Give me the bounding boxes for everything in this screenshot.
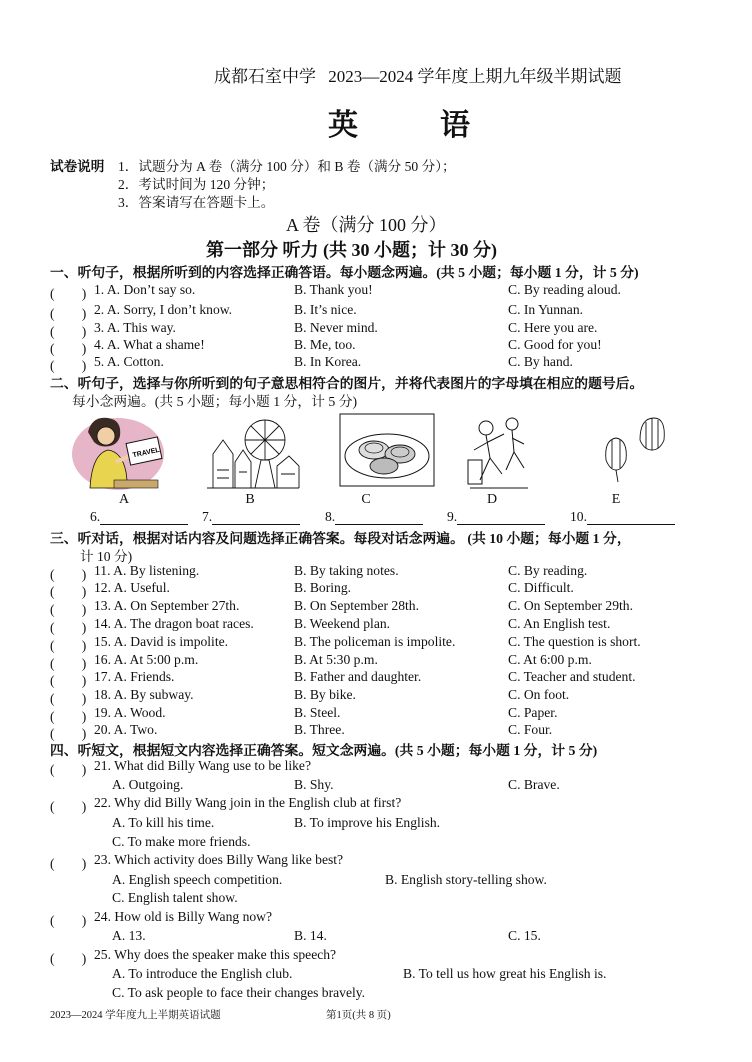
option-c: C. 15.: [508, 928, 541, 943]
section-3-heading: 三、听对话，根据对话内容及问题选择正确答案。每段对话念两遍。 (共 10 小题；每小题 1 分，: [50, 531, 631, 546]
picture-label: A: [118, 492, 130, 507]
option-c: C. Teacher and student.: [508, 669, 636, 684]
instructions-label: 试卷说明: [50, 159, 105, 174]
answer-blank[interactable]: [447, 509, 545, 525]
option-a: 12. A. Useful.: [94, 580, 170, 595]
mooncakes-plate-icon: [338, 410, 436, 492]
options-row: [0, 966, 752, 984]
option-a: 19. A. Wood.: [94, 705, 166, 720]
option-c: C. By hand.: [508, 354, 573, 369]
option-a: A. 13.: [112, 928, 146, 943]
option-a: 16. A. At 5:00 p.m.: [94, 652, 199, 667]
question-row: [0, 722, 752, 740]
blank-number: 8.: [325, 509, 336, 524]
options-row: [0, 834, 752, 852]
question-row: [0, 669, 752, 687]
question-row: [0, 282, 752, 300]
question-row: [0, 598, 752, 616]
option-b: B. Thank you!: [294, 282, 373, 297]
question-stem: 22. Why did Billy Wang join in the English club at first?: [94, 795, 402, 810]
picture-label: B: [245, 492, 255, 507]
option-b: B. Three.: [294, 722, 345, 737]
option-c: C. At 6:00 p.m.: [508, 652, 592, 667]
options-row: [0, 928, 752, 946]
option-a: 4. A. What a shame!: [94, 337, 205, 352]
option-b: B. On September 28th.: [294, 598, 419, 613]
option-b: B. By bike.: [294, 687, 356, 702]
answer-paren: ( ): [50, 306, 87, 321]
option-a: A. English speech competition.: [112, 872, 283, 887]
option-a: A. To kill his time.: [112, 815, 215, 830]
option-a: 5. A. Cotton.: [94, 354, 164, 369]
answer-paren: ( ): [50, 567, 87, 582]
answer-paren: ( ): [50, 602, 87, 617]
option-b: B. Boring.: [294, 580, 352, 595]
option-b: B. To improve his English.: [294, 815, 441, 830]
answer-paren: ( ): [50, 286, 87, 301]
exam-header: [214, 62, 622, 87]
option-c: C. Here you are.: [508, 320, 598, 335]
option-b: B. Shy.: [294, 777, 334, 792]
options-row: [0, 872, 752, 890]
blank-number: 10.: [570, 509, 587, 524]
question-row: [0, 354, 752, 372]
answer-paren: ( ): [50, 358, 87, 373]
option-b: B. English story-telling show.: [385, 872, 547, 887]
answer-paren: ( ): [50, 691, 87, 706]
picture-label: D: [486, 492, 498, 507]
picture-label: C: [361, 492, 371, 507]
exam-name: 2023—2024 学年度上期九年级半期试题: [328, 67, 622, 86]
question-stem: 21. What did Billy Wang use to be like?: [94, 758, 312, 773]
option-a: A. Outgoing.: [112, 777, 184, 792]
section-1-heading: 一、听句子，根据所听到的内容选择正确答语。每小题念两遍。(共 5 小题；每小题 1 分，计 5 分): [50, 265, 639, 280]
option-c: C. Paper.: [508, 705, 558, 720]
sky-lanterns-icon: [600, 410, 668, 492]
question-row: [0, 652, 752, 670]
answer-paren: ( ): [50, 656, 87, 671]
option-b: B. Father and daughter.: [294, 669, 422, 684]
question-stem-row: [0, 909, 752, 927]
part1-title: 第一部分 听力 (共 30 小题；计 30 分): [206, 240, 497, 260]
answer-paren: ( ): [50, 856, 87, 871]
woman-travel-sign-icon: [70, 410, 166, 492]
option-c: C. To ask people to face their changes bravely.: [112, 985, 366, 1000]
question-row: [0, 634, 752, 652]
instruction-item: 3．答案请写在答题卡上。: [118, 195, 275, 210]
question-row: [0, 320, 752, 338]
option-b: B. Weekend plan.: [294, 616, 391, 631]
answer-paren: ( ): [50, 638, 87, 653]
option-b: B. Me, too.: [294, 337, 356, 352]
question-row: [0, 687, 752, 705]
option-a: 3. A. This way.: [94, 320, 176, 335]
option-a: 17. A. Friends.: [94, 669, 175, 684]
option-c: C. Good for you!: [508, 337, 602, 352]
question-stem-row: [0, 852, 752, 870]
travel-sign-text: TRAVEL: [132, 446, 161, 460]
question-stem: 25. Why does the speaker make this speech?: [94, 947, 337, 962]
option-a: 1. A. Don’t say so.: [94, 282, 196, 297]
question-row: [0, 302, 752, 320]
option-a: 18. A. By subway.: [94, 687, 194, 702]
option-c: C. On foot.: [508, 687, 570, 702]
options-row: [0, 890, 752, 908]
answer-paren: ( ): [50, 709, 87, 724]
section-2-heading-cont: 每小念两遍。(共 5 小题；每小题 1 分，计 5 分): [72, 394, 358, 409]
option-b: B. 14.: [294, 928, 327, 943]
question-row: [0, 337, 752, 355]
question-stem-row: [0, 795, 752, 813]
answer-paren: ( ): [50, 799, 87, 814]
option-c: C. By reading aloud.: [508, 282, 621, 297]
amusement-park-icon: [205, 410, 301, 492]
fallen-person-icon: [466, 410, 532, 492]
option-c: C. The question is short.: [508, 634, 641, 649]
option-c: C. On September 29th.: [508, 598, 633, 613]
option-a: 15. A. David is impolite.: [94, 634, 229, 649]
footer-exam-name: 2023—2024 学年度九上半期英语试题: [50, 1010, 221, 1021]
option-a: A. To introduce the English club.: [112, 966, 293, 981]
options-row: [0, 777, 752, 795]
blank-number: 7.: [202, 509, 213, 524]
option-c: C. An English test.: [508, 616, 611, 631]
instruction-item: 2．考试时间为 120 分钟；: [118, 177, 275, 192]
option-c: C. To make more friends.: [112, 834, 251, 849]
answer-paren: ( ): [50, 726, 87, 741]
option-a: 14. A. The dragon boat races.: [94, 616, 254, 631]
section-a-title: A 卷（满分 100 分）: [286, 215, 447, 235]
options-row: [0, 985, 752, 1003]
question-stem-row: [0, 758, 752, 776]
question-row: [0, 705, 752, 723]
answer-paren: ( ): [50, 673, 87, 688]
answer-paren: ( ): [50, 324, 87, 339]
answer-paren: ( ): [50, 341, 87, 356]
answer-paren: ( ): [50, 913, 87, 928]
question-row: [0, 563, 752, 581]
answer-blank[interactable]: [570, 509, 675, 525]
answer-blank[interactable]: [325, 509, 423, 525]
answer-blank[interactable]: [202, 509, 300, 525]
subject-title: 英 语: [328, 109, 496, 142]
option-c: C. In Yunnan.: [508, 302, 584, 317]
option-b: B. Never mind.: [294, 320, 378, 335]
option-a: 13. A. On September 27th.: [94, 598, 240, 613]
section-4-heading: 四、听短文，根据短文内容选择正确答案。短文念两遍。(共 5 小题；每小题 1 分，计 5 分): [50, 743, 598, 758]
option-c: C. Difficult.: [508, 580, 574, 595]
question-row: [0, 580, 752, 598]
option-c: C. Four.: [508, 722, 553, 737]
option-c: C. English talent show.: [112, 890, 238, 905]
option-b: B. At 5:30 p.m.: [294, 652, 378, 667]
answer-paren: ( ): [50, 620, 87, 635]
question-row: [0, 616, 752, 634]
option-b: B. It’s nice.: [294, 302, 357, 317]
blank-number: 6.: [90, 509, 101, 524]
options-row: [0, 815, 752, 833]
page-number: 第1页(共 8 页): [326, 1010, 391, 1021]
option-b: B. In Korea.: [294, 354, 362, 369]
section-2-heading: 二、听句子，选择与你所听到的句子意思相符合的图片，并将代表图片的字母填在相应的题号后。: [50, 376, 644, 391]
option-c: C. By reading.: [508, 563, 588, 578]
instruction-item: 1．试题分为 A 卷（满分 100 分）和 B 卷（满分 50 分）；: [118, 159, 456, 174]
option-a: 11. A. By listening.: [94, 563, 200, 578]
question-stem: 23. Which activity does Billy Wang like best?: [94, 852, 344, 867]
option-b: B. To tell us how great his English is.: [403, 966, 607, 981]
answer-paren: ( ): [50, 762, 87, 777]
option-c: C. Brave.: [508, 777, 560, 792]
option-b: B. Steel.: [294, 705, 341, 720]
question-stem: 24. How old is Billy Wang now?: [94, 909, 273, 924]
option-b: B. By taking notes.: [294, 563, 399, 578]
blank-number: 9.: [447, 509, 458, 524]
answer-paren: ( ): [50, 584, 87, 599]
school-name: 成都石室中学: [214, 67, 316, 86]
option-b: B. The policeman is impolite.: [294, 634, 456, 649]
option-a: 2. A. Sorry, I don’t know.: [94, 302, 233, 317]
option-a: 20. A. Two.: [94, 722, 158, 737]
picture-label: E: [611, 492, 621, 507]
answer-paren: ( ): [50, 951, 87, 966]
question-stem-row: [0, 947, 752, 965]
answer-blank[interactable]: [90, 509, 188, 525]
section-3-heading-cont: 计 10 分): [80, 549, 133, 564]
